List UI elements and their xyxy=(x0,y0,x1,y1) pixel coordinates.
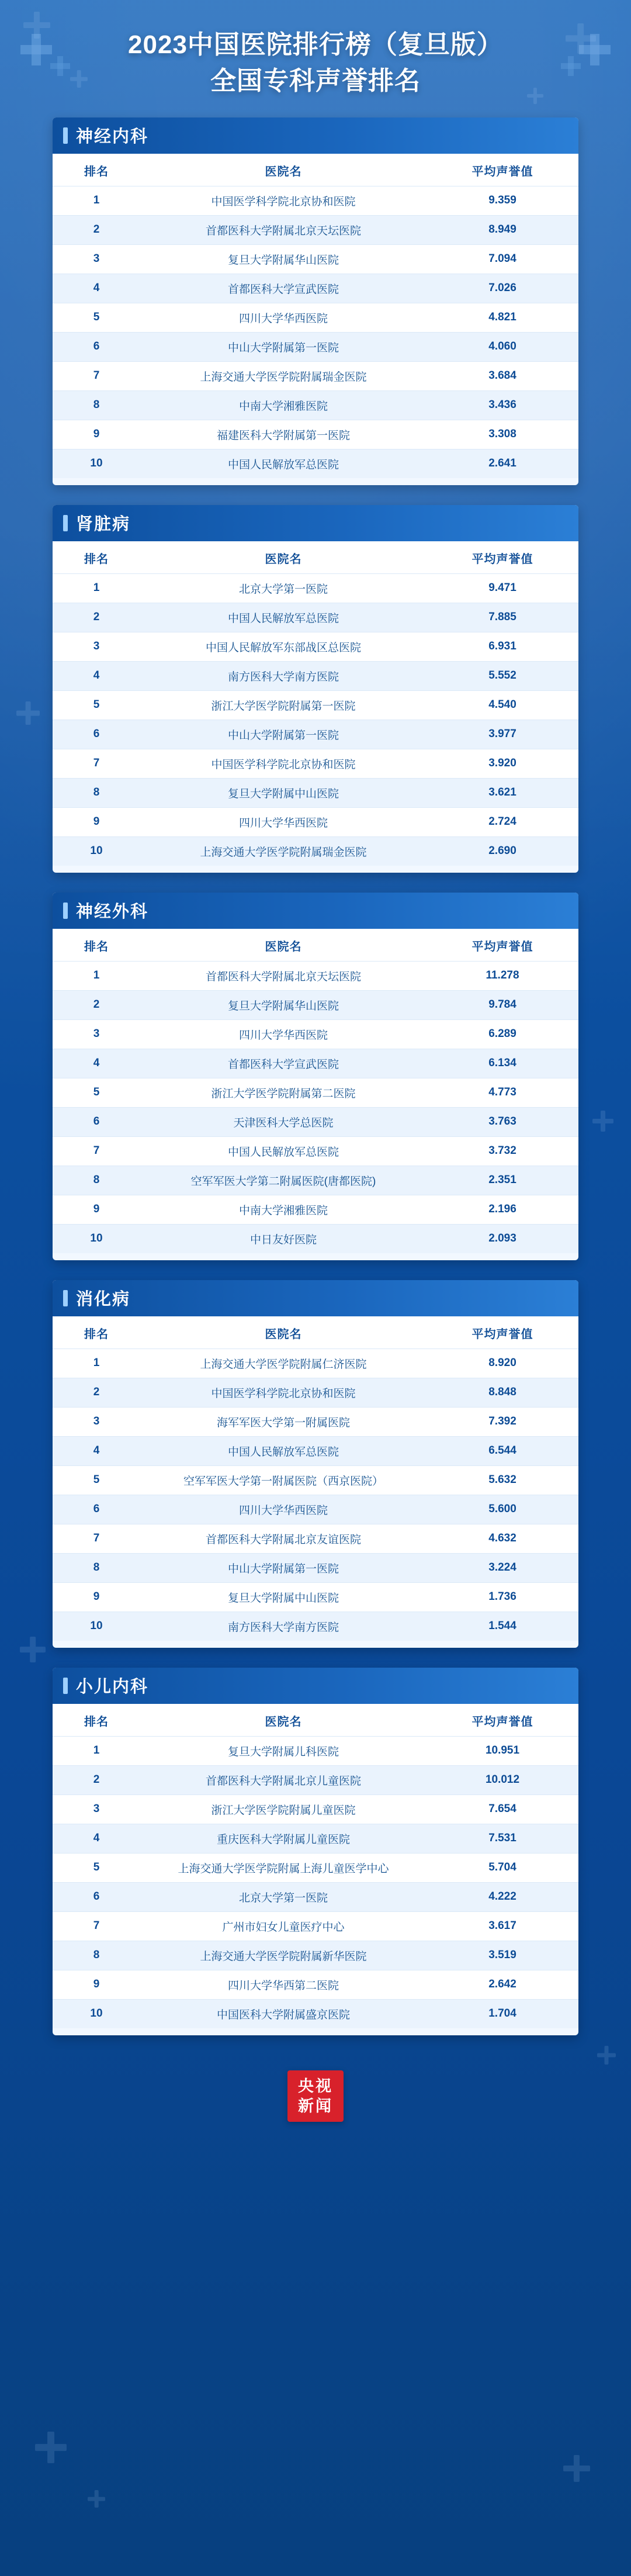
cell-score: 4.773 xyxy=(427,1078,578,1107)
table-row xyxy=(53,1107,578,1136)
table-row xyxy=(53,1378,578,1407)
cell-score: 2.093 xyxy=(427,1224,578,1253)
column-header-rank: 排名 xyxy=(53,541,140,574)
table-row xyxy=(53,1882,578,1911)
ranking-sections xyxy=(0,117,631,2035)
table-row xyxy=(53,632,578,661)
column-header-score: 平均声誉值 xyxy=(427,1316,578,1349)
cell-rank: 10 xyxy=(53,449,140,478)
column-header-name: 医院名 xyxy=(140,541,427,574)
cross-decoration-icon xyxy=(563,2455,590,2482)
cell-name: 四川大学华西医院 xyxy=(140,1019,427,1049)
cell-score: 2.642 xyxy=(427,1970,578,1999)
cell-rank: 3 xyxy=(53,244,140,274)
cell-name: 重庆医科大学附属儿童医院 xyxy=(140,1824,427,1853)
cell-name: 首都医科大学附属北京儿童医院 xyxy=(140,1765,427,1794)
cell-score: 3.519 xyxy=(427,1941,578,1970)
cell-name: 南方医科大学南方医院 xyxy=(140,1612,427,1641)
cell-score: 5.552 xyxy=(427,661,578,690)
cell-name: 天津医科大学总医院 xyxy=(140,1107,427,1136)
cell-rank: 2 xyxy=(53,1378,140,1407)
column-header-name: 医院名 xyxy=(140,1316,427,1349)
column-header-name: 医院名 xyxy=(140,154,427,186)
cell-name: 复旦大学附属华山医院 xyxy=(140,990,427,1019)
cell-rank: 7 xyxy=(53,1524,140,1553)
cell-score: 9.784 xyxy=(427,990,578,1019)
cell-name: 中国人民解放军总医院 xyxy=(140,1136,427,1166)
cell-rank: 9 xyxy=(53,1582,140,1612)
table-row xyxy=(53,1049,578,1078)
cell-name: 四川大学华西医院 xyxy=(140,1495,427,1524)
cell-score: 4.821 xyxy=(427,303,578,332)
cell-name: 福建医科大学附属第一医院 xyxy=(140,420,427,449)
table-row xyxy=(53,186,578,215)
cell-name: 中国医学科学院北京协和医院 xyxy=(140,186,427,215)
cell-name: 中山大学附属第一医院 xyxy=(140,720,427,749)
table-row xyxy=(53,332,578,361)
cell-score: 7.094 xyxy=(427,244,578,274)
cell-rank: 5 xyxy=(53,1465,140,1495)
table-row xyxy=(53,603,578,632)
cross-decoration-icon xyxy=(88,2490,105,2508)
cell-score: 1.704 xyxy=(427,1999,578,2028)
cell-name: 上海交通大学医学院附属瑞金医院 xyxy=(140,361,427,390)
cell-rank: 1 xyxy=(53,573,140,603)
ranking-card xyxy=(53,893,578,1260)
cell-score: 7.531 xyxy=(427,1824,578,1853)
cell-name: 首都医科大学附属北京友谊医院 xyxy=(140,1524,427,1553)
cell-name: 上海交通大学医学院附属瑞金医院 xyxy=(140,836,427,866)
cell-rank: 2 xyxy=(53,1765,140,1794)
cell-name: 复旦大学附属中山医院 xyxy=(140,1582,427,1612)
cell-rank: 3 xyxy=(53,632,140,661)
cell-name: 四川大学华西医院 xyxy=(140,303,427,332)
cell-name: 复旦大学附属中山医院 xyxy=(140,778,427,807)
table-row xyxy=(53,1019,578,1049)
cell-name: 上海交通大学医学院附属上海儿童医学中心 xyxy=(140,1853,427,1882)
logo-line1: 央视 xyxy=(298,2077,333,2095)
ranking-card xyxy=(53,1668,578,2035)
cell-rank: 2 xyxy=(53,215,140,244)
table-row xyxy=(53,990,578,1019)
cell-rank: 9 xyxy=(53,420,140,449)
cell-rank: 4 xyxy=(53,661,140,690)
cell-score: 7.654 xyxy=(427,1794,578,1824)
ranking-table xyxy=(53,154,578,478)
cell-score: 4.060 xyxy=(427,332,578,361)
table-row xyxy=(53,1166,578,1195)
table-row xyxy=(53,573,578,603)
ranking-card xyxy=(53,505,578,873)
cell-name: 中国人民解放军总医院 xyxy=(140,449,427,478)
cell-name: 上海交通大学医学院附属仁济医院 xyxy=(140,1348,427,1378)
cell-name: 中日友好医院 xyxy=(140,1224,427,1253)
cell-rank: 8 xyxy=(53,778,140,807)
table-row xyxy=(53,1999,578,2028)
cell-score: 3.436 xyxy=(427,390,578,420)
cell-rank: 8 xyxy=(53,1166,140,1195)
cell-score: 8.920 xyxy=(427,1348,578,1378)
ranking-table xyxy=(53,541,578,866)
cell-rank: 8 xyxy=(53,390,140,420)
table-row xyxy=(53,1970,578,1999)
ranking-card-title: 神经内科 xyxy=(53,117,578,154)
table-row xyxy=(53,720,578,749)
cell-name: 首都医科大学宣武医院 xyxy=(140,274,427,303)
cell-rank: 5 xyxy=(53,303,140,332)
column-header-score: 平均声誉值 xyxy=(427,154,578,186)
cell-name: 空军军医大学第一附属医院（西京医院） xyxy=(140,1465,427,1495)
cell-rank: 6 xyxy=(53,332,140,361)
table-header-row xyxy=(53,541,578,574)
cell-score: 6.289 xyxy=(427,1019,578,1049)
cell-rank: 6 xyxy=(53,1882,140,1911)
cell-name: 浙江大学医学院附属第二医院 xyxy=(140,1078,427,1107)
cell-score: 5.600 xyxy=(427,1495,578,1524)
ranking-card xyxy=(53,1280,578,1648)
cell-score: 8.848 xyxy=(427,1378,578,1407)
ranking-card-title: 肾脏病 xyxy=(53,505,578,541)
table-row xyxy=(53,661,578,690)
table-row xyxy=(53,1078,578,1107)
table-row xyxy=(53,749,578,778)
cell-name: 上海交通大学医学院附属新华医院 xyxy=(140,1941,427,1970)
table-row xyxy=(53,690,578,720)
cell-score: 4.632 xyxy=(427,1524,578,1553)
table-row xyxy=(53,1736,578,1765)
cell-rank: 4 xyxy=(53,1824,140,1853)
cell-name: 四川大学华西第二医院 xyxy=(140,1970,427,1999)
column-header-rank: 排名 xyxy=(53,929,140,962)
cell-name: 中南大学湘雅医院 xyxy=(140,1195,427,1224)
table-row xyxy=(53,1524,578,1553)
logo-line2: 新闻 xyxy=(298,2097,333,2115)
ranking-table xyxy=(53,1704,578,2028)
cell-score: 11.278 xyxy=(427,961,578,990)
cell-name: 中山大学附属第一医院 xyxy=(140,332,427,361)
cell-name: 复旦大学附属儿科医院 xyxy=(140,1736,427,1765)
table-row xyxy=(53,303,578,332)
table-row xyxy=(53,1224,578,1253)
cell-score: 3.224 xyxy=(427,1553,578,1582)
table-row xyxy=(53,1765,578,1794)
cell-score: 1.544 xyxy=(427,1612,578,1641)
column-header-rank: 排名 xyxy=(53,1316,140,1349)
column-header-rank: 排名 xyxy=(53,1704,140,1737)
cell-score: 4.222 xyxy=(427,1882,578,1911)
cell-name: 浙江大学医学院附属儿童医院 xyxy=(140,1794,427,1824)
table-row xyxy=(53,420,578,449)
column-header-score: 平均声誉值 xyxy=(427,1704,578,1737)
cell-score: 3.763 xyxy=(427,1107,578,1136)
cell-name: 中国医学科学院北京协和医院 xyxy=(140,749,427,778)
table-row xyxy=(53,390,578,420)
cell-name: 空军军医大学第二附属医院(唐都医院) xyxy=(140,1166,427,1195)
table-header-row xyxy=(53,929,578,962)
table-row xyxy=(53,1612,578,1641)
cell-name: 中国人民解放军总医院 xyxy=(140,1436,427,1465)
cell-rank: 10 xyxy=(53,1612,140,1641)
cell-rank: 7 xyxy=(53,361,140,390)
medical-cross-decoration-icon xyxy=(553,30,617,81)
cell-name: 中国人民解放军总医院 xyxy=(140,603,427,632)
table-row xyxy=(53,449,578,478)
column-header-score: 平均声誉值 xyxy=(427,929,578,962)
cell-name: 中国医学科学院北京协和医院 xyxy=(140,1378,427,1407)
cctv-news-logo xyxy=(287,2070,344,2122)
page-title-line1: 2023中国医院排行榜（复旦版） xyxy=(128,30,503,59)
cell-name: 广州市妇女儿童医疗中心 xyxy=(140,1911,427,1941)
cell-rank: 6 xyxy=(53,720,140,749)
cell-score: 3.621 xyxy=(427,778,578,807)
column-header-score: 平均声誉值 xyxy=(427,541,578,574)
ranking-card-title: 神经外科 xyxy=(53,893,578,929)
table-row xyxy=(53,361,578,390)
cell-score: 7.392 xyxy=(427,1407,578,1436)
cell-rank: 6 xyxy=(53,1495,140,1524)
cell-score: 8.949 xyxy=(427,215,578,244)
table-header-row xyxy=(53,154,578,186)
cell-score: 10.012 xyxy=(427,1765,578,1794)
cell-score: 3.684 xyxy=(427,361,578,390)
cell-score: 3.977 xyxy=(427,720,578,749)
cell-rank: 5 xyxy=(53,1853,140,1882)
ranking-table xyxy=(53,1316,578,1641)
cell-name: 首都医科大学附属北京天坛医院 xyxy=(140,961,427,990)
cell-rank: 10 xyxy=(53,1224,140,1253)
cell-rank: 3 xyxy=(53,1407,140,1436)
cell-score: 2.196 xyxy=(427,1195,578,1224)
table-row xyxy=(53,244,578,274)
cell-rank: 8 xyxy=(53,1941,140,1970)
cell-rank: 5 xyxy=(53,690,140,720)
cell-score: 5.704 xyxy=(427,1853,578,1882)
page-title xyxy=(0,27,631,100)
cell-score: 7.026 xyxy=(427,274,578,303)
cell-score: 4.540 xyxy=(427,690,578,720)
cell-name: 首都医科大学宣武医院 xyxy=(140,1049,427,1078)
poster-footer xyxy=(0,2055,631,2150)
cell-rank: 10 xyxy=(53,1999,140,2028)
table-row xyxy=(53,1136,578,1166)
cell-score: 2.641 xyxy=(427,449,578,478)
table-row xyxy=(53,961,578,990)
cell-score: 6.134 xyxy=(427,1049,578,1078)
cell-name: 中山大学附属第一医院 xyxy=(140,1553,427,1582)
table-row xyxy=(53,1824,578,1853)
table-row xyxy=(53,807,578,836)
cell-name: 南方医科大学南方医院 xyxy=(140,661,427,690)
cell-name: 中南大学湘雅医院 xyxy=(140,390,427,420)
cell-rank: 1 xyxy=(53,186,140,215)
cell-rank: 4 xyxy=(53,1049,140,1078)
cell-rank: 5 xyxy=(53,1078,140,1107)
table-row xyxy=(53,215,578,244)
cell-rank: 10 xyxy=(53,836,140,866)
cell-name: 中国医科大学附属盛京医院 xyxy=(140,1999,427,2028)
cell-rank: 9 xyxy=(53,807,140,836)
poster-header xyxy=(0,0,631,117)
table-row xyxy=(53,1407,578,1436)
cell-rank: 3 xyxy=(53,1794,140,1824)
table-row xyxy=(53,1941,578,1970)
cell-name: 首都医科大学附属北京天坛医院 xyxy=(140,215,427,244)
table-row xyxy=(53,1436,578,1465)
table-header-row xyxy=(53,1704,578,1737)
table-row xyxy=(53,1582,578,1612)
cell-name: 浙江大学医学院附属第一医院 xyxy=(140,690,427,720)
table-row xyxy=(53,1465,578,1495)
ranking-table xyxy=(53,929,578,1253)
cell-score: 9.471 xyxy=(427,573,578,603)
table-row xyxy=(53,1553,578,1582)
cell-rank: 7 xyxy=(53,1136,140,1166)
table-header-row xyxy=(53,1316,578,1349)
table-row xyxy=(53,274,578,303)
cell-score: 1.736 xyxy=(427,1582,578,1612)
cell-rank: 1 xyxy=(53,1736,140,1765)
column-header-name: 医院名 xyxy=(140,929,427,962)
table-row xyxy=(53,1794,578,1824)
cell-rank: 4 xyxy=(53,1436,140,1465)
cell-rank: 4 xyxy=(53,274,140,303)
table-row xyxy=(53,1195,578,1224)
cell-score: 9.359 xyxy=(427,186,578,215)
cell-name: 中国人民解放军东部战区总医院 xyxy=(140,632,427,661)
table-row xyxy=(53,1495,578,1524)
cell-score: 2.690 xyxy=(427,836,578,866)
cell-rank: 9 xyxy=(53,1195,140,1224)
cell-score: 3.308 xyxy=(427,420,578,449)
cell-rank: 9 xyxy=(53,1970,140,1999)
table-row xyxy=(53,1911,578,1941)
table-row xyxy=(53,1853,578,1882)
cell-rank: 1 xyxy=(53,1348,140,1378)
cell-rank: 1 xyxy=(53,961,140,990)
cell-rank: 2 xyxy=(53,990,140,1019)
cell-rank: 6 xyxy=(53,1107,140,1136)
cell-name: 四川大学华西医院 xyxy=(140,807,427,836)
table-row xyxy=(53,1348,578,1378)
cell-name: 北京大学第一医院 xyxy=(140,1882,427,1911)
cell-name: 复旦大学附属华山医院 xyxy=(140,244,427,274)
cell-score: 3.617 xyxy=(427,1911,578,1941)
cell-score: 2.351 xyxy=(427,1166,578,1195)
table-row xyxy=(53,836,578,866)
column-header-name: 医院名 xyxy=(140,1704,427,1737)
cell-name: 海军军医大学第一附属医院 xyxy=(140,1407,427,1436)
page-title-line2: 全国专科声誉排名 xyxy=(210,67,421,96)
ranking-card-title: 小儿内科 xyxy=(53,1668,578,1704)
cross-decoration-icon xyxy=(35,2432,67,2463)
cell-score: 6.544 xyxy=(427,1436,578,1465)
cell-rank: 7 xyxy=(53,749,140,778)
cell-name: 北京大学第一医院 xyxy=(140,573,427,603)
cell-score: 10.951 xyxy=(427,1736,578,1765)
cell-rank: 3 xyxy=(53,1019,140,1049)
table-row xyxy=(53,778,578,807)
cell-score: 7.885 xyxy=(427,603,578,632)
cell-score: 3.920 xyxy=(427,749,578,778)
cell-score: 5.632 xyxy=(427,1465,578,1495)
medical-cross-decoration-icon xyxy=(14,30,78,81)
cell-rank: 8 xyxy=(53,1553,140,1582)
cell-rank: 2 xyxy=(53,603,140,632)
cell-score: 2.724 xyxy=(427,807,578,836)
column-header-rank: 排名 xyxy=(53,154,140,186)
ranking-card-title: 消化病 xyxy=(53,1280,578,1316)
cell-score: 6.931 xyxy=(427,632,578,661)
cell-score: 3.732 xyxy=(427,1136,578,1166)
ranking-card xyxy=(53,117,578,485)
cell-rank: 7 xyxy=(53,1911,140,1941)
